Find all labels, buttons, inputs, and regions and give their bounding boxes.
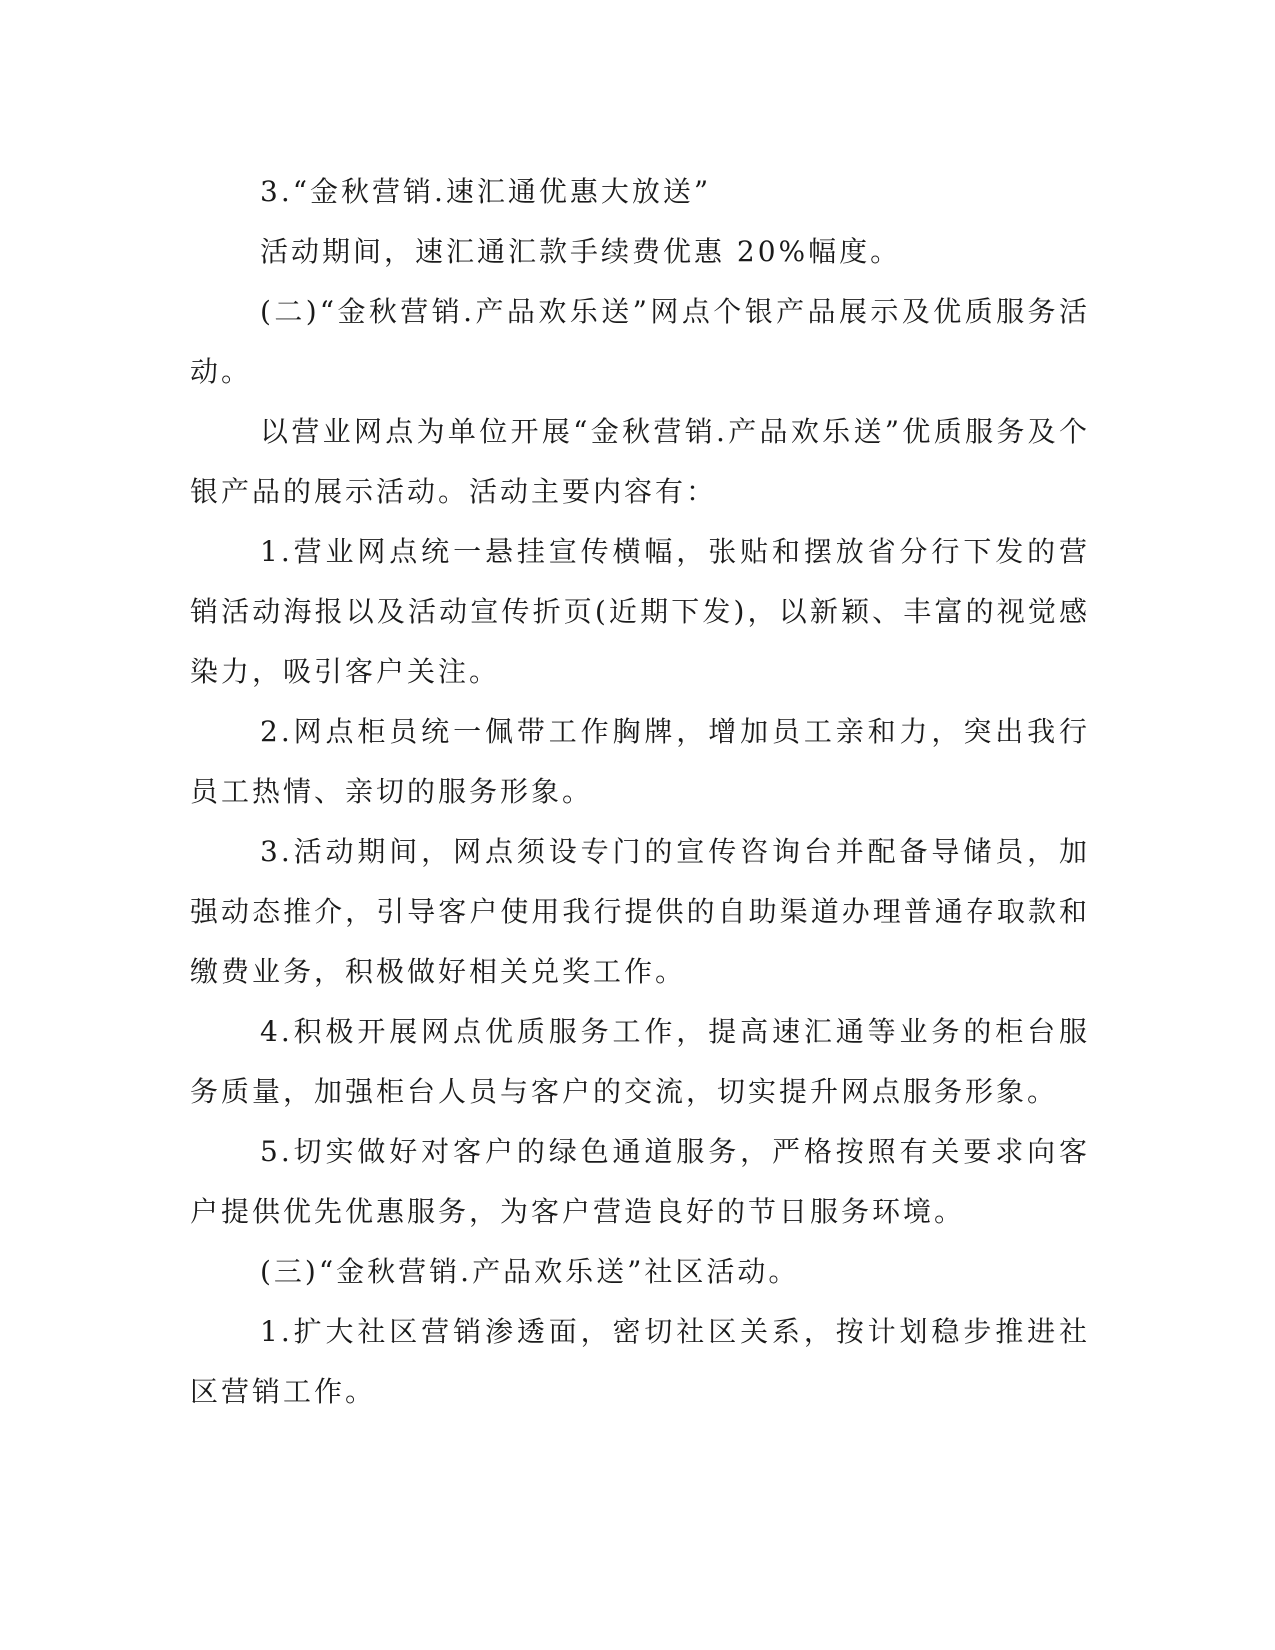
paragraph-item-3-consultation-desk: 3.活动期间，网点须设专门的宣传咨询台并配备导储员，加强动态推介，引导客户使用我行提供的自助渠道办理普通存取款和缴费业务，积极做好相关兑奖工作。 [190, 835, 1090, 988]
paragraph-section-two-heading: (二)“金秋营销.产品欢乐送”网点个银产品展示及优质服务活动。 [190, 295, 1090, 388]
document-body [190, 162, 1090, 1422]
paragraph-item-2-badges: 2.网点柜员统一佩带工作胸牌，增加员工亲和力，突出我行员工热情、亲切的服务形象。 [190, 715, 1090, 808]
paragraph-golden-autumn-remittance-heading: 3.“金秋营销.速汇通优惠大放送” [260, 175, 712, 208]
paragraph-section-three-heading: (三)“金秋营销.产品欢乐送”社区活动。 [260, 1255, 800, 1288]
paragraph-item-1-banners: 1.营业网点统一悬挂宣传横幅，张贴和摆放省分行下发的营销活动海报以及活动宣传折页(近期下发)，以新颖、丰富的视觉感染力，吸引客户关注。 [190, 535, 1090, 688]
paragraph-remittance-discount: 活动期间，速汇通汇款手续费优惠 20%幅度。 [260, 235, 902, 268]
paragraph-branch-activity-intro: 以营业网点为单位开展“金秋营销.产品欢乐送”优质服务及个银产品的展示活动。活动主要内容有： [190, 415, 1090, 508]
paragraph-community-item-1: 1.扩大社区营销渗透面，密切社区关系，按计划稳步推进社区营销工作。 [190, 1315, 1090, 1408]
paragraph-item-5-green-channel: 5.切实做好对客户的绿色通道服务，严格按照有关要求向客户提供优先优惠服务，为客户营造良好的节日服务环境。 [190, 1135, 1090, 1228]
paragraph-item-4-quality-service: 4.积极开展网点优质服务工作，提高速汇通等业务的柜台服务质量，加强柜台人员与客户的交流，切实提升网点服务形象。 [190, 1015, 1090, 1108]
